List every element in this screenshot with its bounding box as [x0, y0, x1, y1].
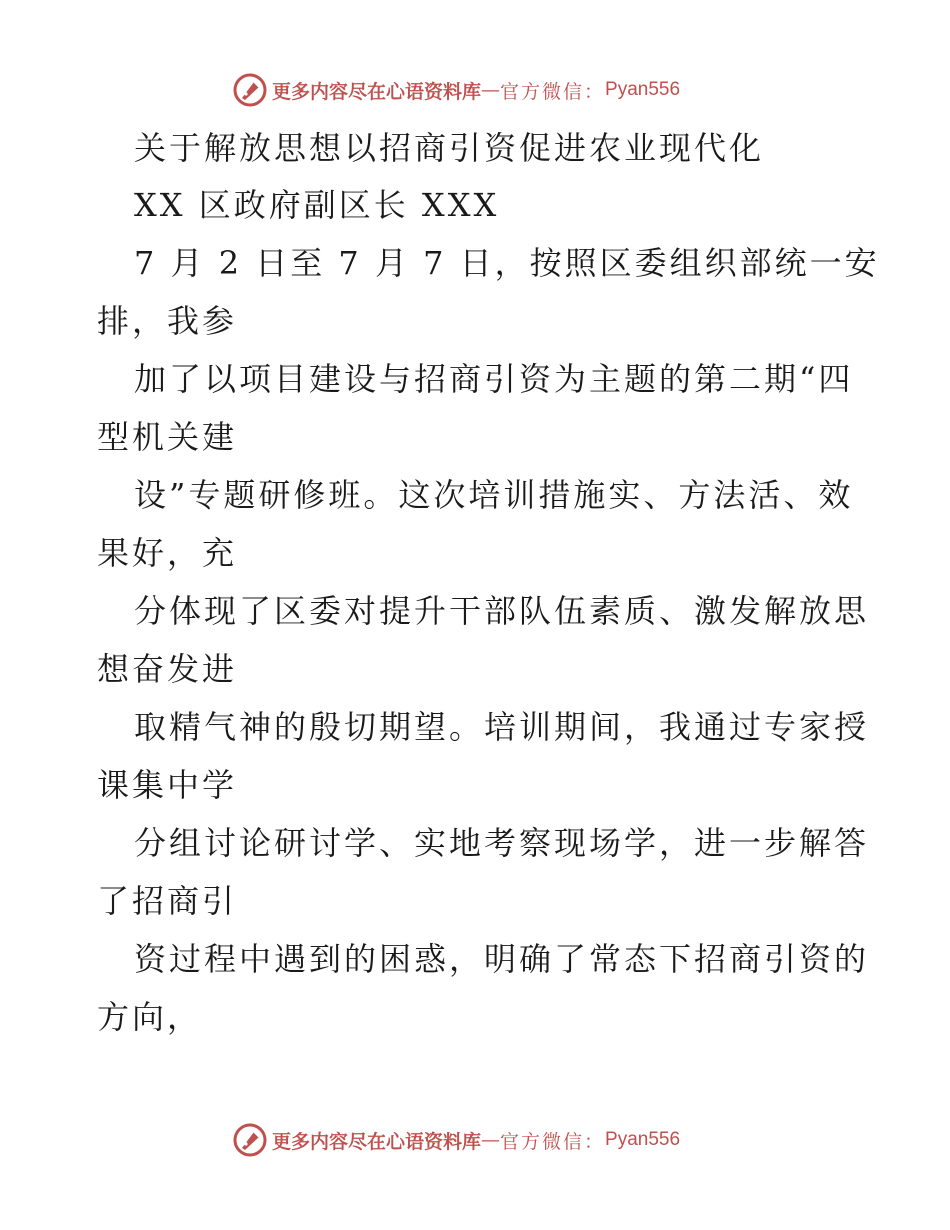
document-title: 关于解放思想以招商引资促进农业现代化: [134, 129, 765, 167]
watermark-dash: —: [481, 1129, 501, 1151]
header-watermark: [232, 70, 680, 110]
paragraph-line: 课集中学: [97, 766, 238, 804]
paragraph-line: 型机关建: [97, 418, 238, 456]
paragraph-line: 想奋发进: [97, 650, 238, 688]
paragraph-line: 果好，充: [97, 534, 238, 572]
paragraph-line: 分体现了区委对提升干部队伍素质、激发解放思: [134, 592, 870, 630]
paragraph-line: 7 月 2 日至 7 月 7 日，按照区委组织部统一安: [134, 244, 880, 282]
paragraph-line: 排，我参: [97, 302, 238, 340]
watermark-dash: —: [481, 79, 501, 101]
paragraph-line: 加了以项目建设与招商引资为主题的第二期“四: [134, 360, 854, 398]
footer-watermark: [232, 1120, 680, 1160]
paragraph-line: 设”专题研修班。这次培训措施实、方法活、效: [134, 476, 854, 514]
watermark-wechat-id: Pyan556: [605, 1129, 681, 1150]
watermark-sub-text: 官方微信：: [500, 1130, 606, 1153]
watermark-main-text: 更多内容尽在心语资料库: [272, 1130, 482, 1153]
document-author: XX 区政府副区长 XXX: [134, 186, 500, 224]
paragraph-line: 资过程中遇到的困惑，明确了常态下招商引资的: [134, 940, 870, 978]
paragraph-line: 方向，: [97, 998, 203, 1036]
watermark-main-text: 更多内容尽在心语资料库: [272, 80, 482, 103]
paragraph-line: 分组讨论研讨学、实地考察现场学，进一步解答: [134, 824, 870, 862]
paragraph-line: 取精气神的殷切期望。培训期间，我通过专家授: [134, 708, 870, 746]
pen-nib-logo-icon: [232, 1122, 268, 1158]
pen-nib-logo-icon: [232, 72, 268, 108]
watermark-sub-text: 官方微信：: [500, 80, 606, 103]
watermark-wechat-id: Pyan556: [605, 79, 681, 100]
paragraph-line: 了招商引: [97, 882, 238, 920]
